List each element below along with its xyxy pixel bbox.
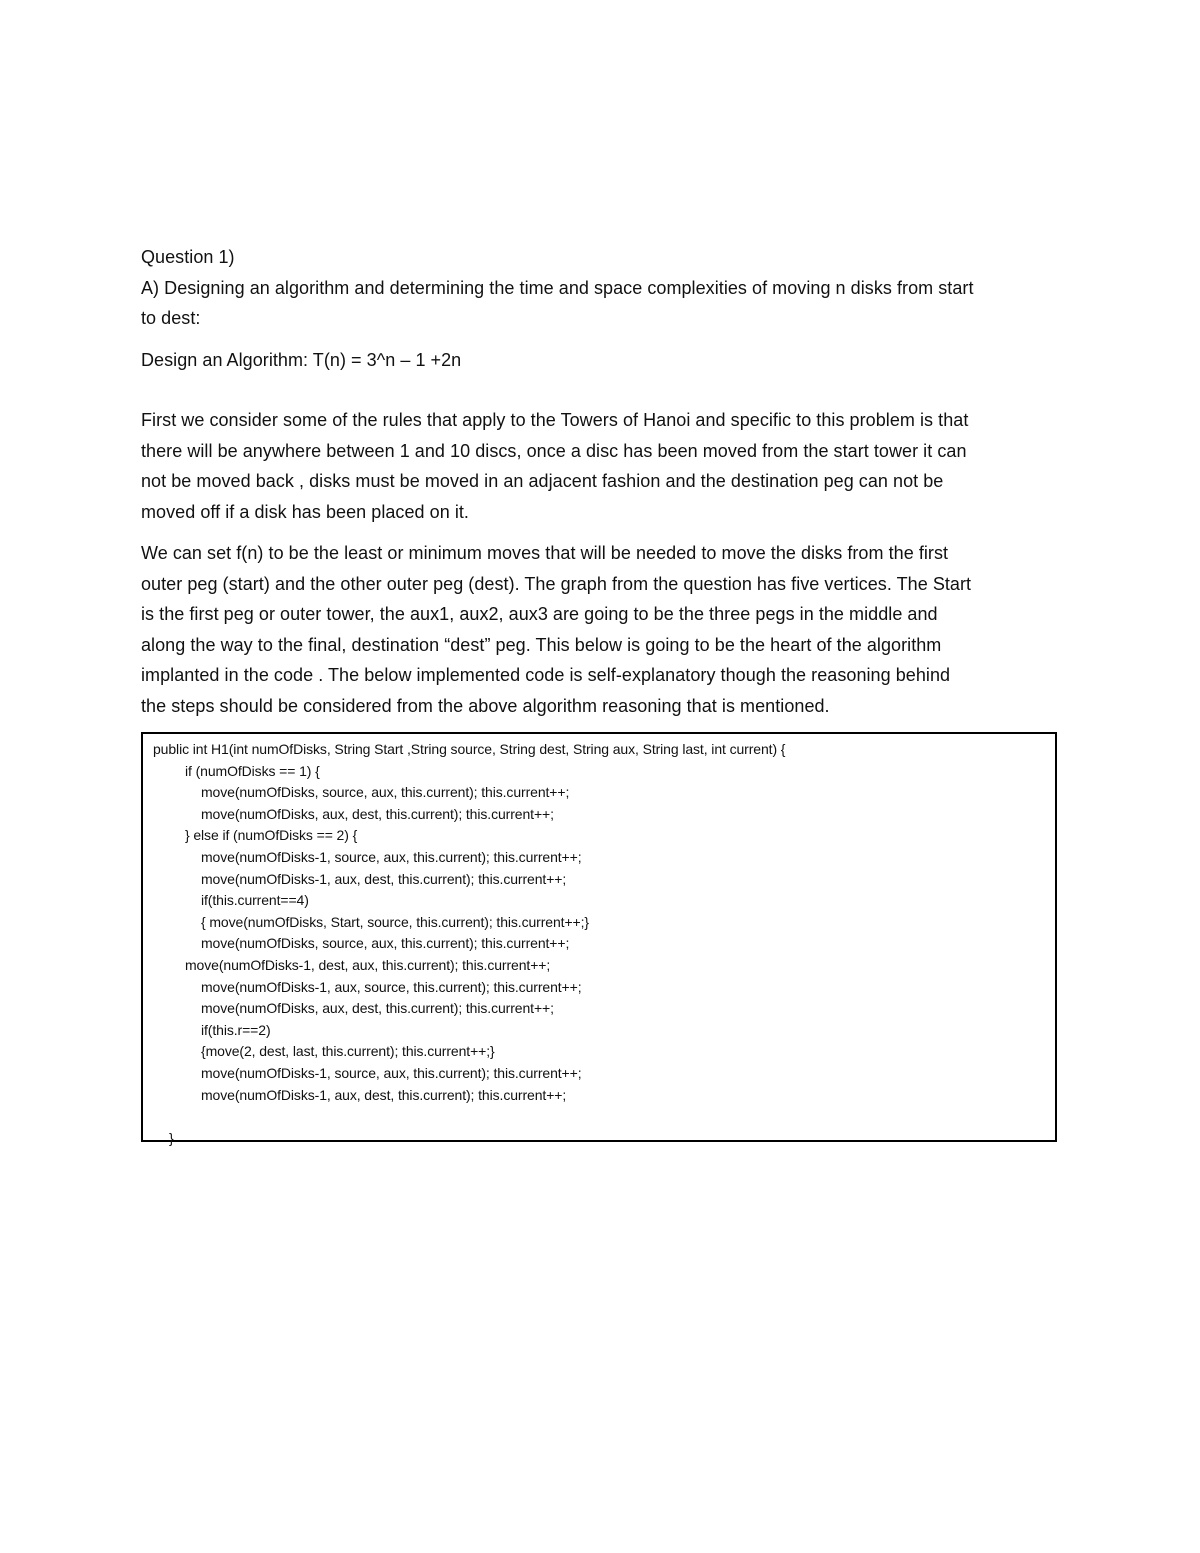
question-heading: Question 1)	[141, 247, 235, 267]
design-formula: Design an Algorithm: T(n) = 3^n – 1 +2n	[141, 349, 462, 370]
code-line: move(numOfDisks-1, aux, source, this.current); this.current++;	[201, 978, 582, 995]
code-line: move(numOfDisks-1, aux, dest, this.current); this.current++;	[201, 870, 567, 887]
code-line: }	[169, 1129, 174, 1146]
document-body	[141, 242, 1059, 721]
paragraph-algorithm	[141, 538, 1059, 721]
part-a-line-1: A) Designing an algorithm and determining the time and space complexities of moving n disks from start	[141, 277, 974, 298]
code-line: { move(numOfDisks, Start, source, this.current); this.current++;}	[201, 913, 589, 930]
paragraph-line: outer peg (start) and the other outer peg (dest). The graph from the question has five vertices. The Start	[141, 573, 972, 594]
paragraph-line: implanted in the code . The below implemented code is self-explanatory though the reasoning behind	[141, 665, 951, 685]
code-line: {move(2, dest, last, this.current); this.current++;}	[201, 1043, 495, 1060]
code-line: if(this.current==4)	[201, 892, 309, 909]
code-line: } else if (numOfDisks == 2) {	[185, 827, 358, 844]
code-line: move(numOfDisks-1, source, aux, this.current); this.current++;	[201, 848, 582, 865]
paragraph-line: there will be anywhere between 1 and 10 discs, once a disc has been moved from the start tower it can	[141, 440, 967, 461]
paragraph-line: moved off if a disk has been placed on it.	[141, 501, 469, 522]
paragraph-line: We can set f(n) to be the least or minimum moves that will be needed to move the disks from the first	[141, 543, 949, 563]
paragraph-line: is the first peg or outer tower, the aux1, aux2, aux3 are going to be the three pegs in the middle and	[141, 604, 938, 624]
code-line: move(numOfDisks, aux, dest, this.current); this.current++;	[201, 805, 554, 822]
paragraph-line: First we consider some of the rules that apply to the Towers of Hanoi and specific to this problem is that	[141, 410, 969, 430]
part-a-line-2: to dest:	[141, 308, 201, 328]
code-line: if(this.r==2)	[201, 1021, 271, 1038]
code-line: if (numOfDisks == 1) {	[185, 762, 320, 779]
paragraph-rules	[141, 405, 1059, 527]
code-line: move(numOfDisks, aux, dest, this.current); this.current++;	[201, 1000, 554, 1017]
code-line: move(numOfDisks-1, aux, dest, this.current); this.current++;	[201, 1086, 567, 1103]
code-line: move(numOfDisks, source, aux, this.current); this.current++;	[201, 784, 570, 801]
paragraph-line: the steps should be considered from the above algorithm reasoning that is mentioned.	[141, 695, 830, 716]
code-block	[141, 732, 1057, 1146]
code-line: public int H1(int numOfDisks, String Start ,String source, String dest, String aux, String last, int current) {	[153, 741, 786, 757]
code-line: move(numOfDisks-1, dest, aux, this.current); this.current++;	[185, 956, 551, 973]
paragraph-line: along the way to the final, destination “dest” peg. This below is going to be the heart of the algorithm	[141, 634, 942, 655]
paragraph-line: not be moved back , disks must be moved in an adjacent fashion and the destination peg can not be	[141, 471, 944, 491]
code-line: move(numOfDisks, source, aux, this.current); this.current++;	[201, 935, 570, 952]
code-line: move(numOfDisks-1, source, aux, this.current); this.current++;	[201, 1064, 582, 1081]
